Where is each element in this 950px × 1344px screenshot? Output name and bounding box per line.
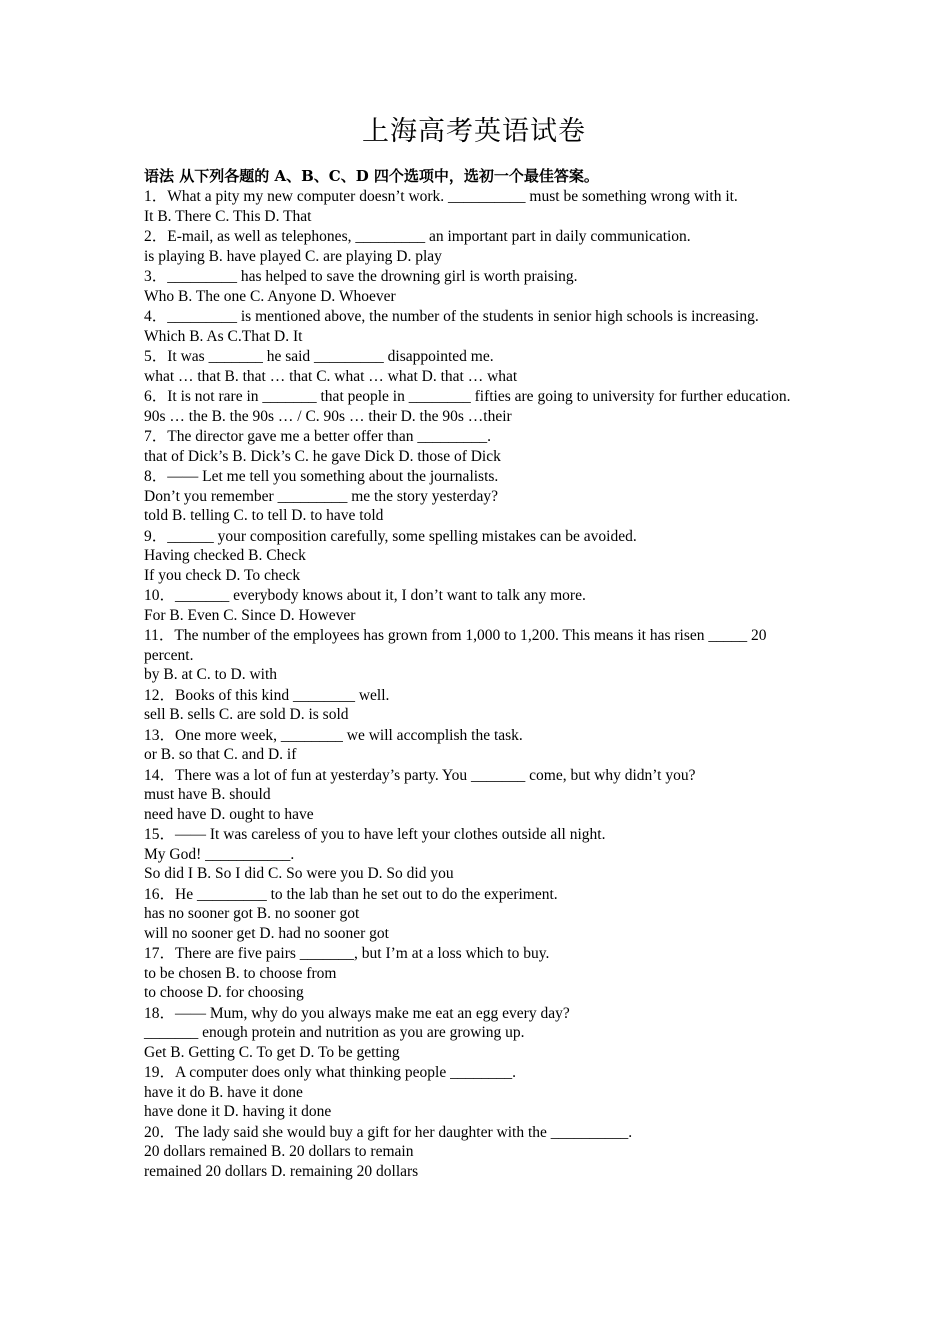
question-item bbox=[144, 1063, 804, 1122]
question-stem: 9．______ your composition carefully, some spelling mistakes can be avoided. bbox=[144, 527, 637, 545]
question-item bbox=[144, 227, 804, 266]
question-options: 20 dollars remained B. 20 dollars to remain bbox=[144, 1143, 414, 1160]
question-stem: 15．—— It was careless of you to have left your clothes outside all night. bbox=[144, 826, 606, 843]
question-stem: 6．It is not rare in _______ that people in ________ fifties are going to university for further education. bbox=[144, 388, 791, 405]
question-item bbox=[144, 347, 804, 386]
question-item bbox=[144, 626, 804, 685]
question-options: that of Dick’s B. Dick’s C. he gave Dick D. those of Dick bbox=[144, 447, 501, 465]
question-options: by B. at C. to D. with bbox=[144, 666, 278, 683]
question-options: need have D. ought to have bbox=[144, 805, 314, 823]
question-options: My God! ___________. bbox=[144, 845, 295, 863]
question-stem: 5．It was _______ he said _________ disappointed me. bbox=[144, 348, 494, 365]
question-stem: 16．He _________ to the lab than he set out to do the experiment. bbox=[144, 885, 558, 903]
question-stem: 20．The lady said she would buy a gift for her daughter with the __________. bbox=[144, 1123, 633, 1141]
question-stem: 11．The number of the employees has grown from 1,000 to 1,200. This means it has risen _____ 20 percent. bbox=[144, 627, 771, 664]
question-options: Get B. Getting C. To get D. To be getting bbox=[144, 1043, 400, 1061]
question-stem: 3．_________ has helped to save the drowning girl is worth praising. bbox=[144, 268, 578, 285]
question-options: So did I B. So I did C. So were you D. So did you bbox=[144, 865, 454, 882]
question-options: to choose D. for choosing bbox=[144, 984, 304, 1001]
question-options: is playing B. have played C. are playing D. play bbox=[144, 247, 442, 265]
question-stem: 12．Books of this kind ________ well. bbox=[144, 686, 390, 704]
question-stem: 13．One more week, ________ we will accomplish the task. bbox=[144, 726, 523, 744]
question-item bbox=[144, 1123, 804, 1182]
question-item bbox=[144, 686, 804, 725]
question-options: For B. Even C. Since D. However bbox=[144, 606, 356, 624]
question-options: must have B. should bbox=[144, 786, 271, 803]
question-stem: 18．—— Mum, why do you always make me eat an egg every day? bbox=[144, 1004, 570, 1022]
question-options: have it do B. have it done bbox=[144, 1083, 303, 1101]
question-item bbox=[144, 586, 804, 625]
question-options: Which B. As C.That D. It bbox=[144, 327, 303, 345]
question-options: told B. telling C. to tell D. to have told bbox=[144, 507, 384, 524]
question-options: or B. so that C. and D. if bbox=[144, 746, 297, 763]
question-options: Don’t you remember _________ me the story yesterday? bbox=[144, 487, 498, 505]
question-stem: 14．There was a lot of fun at yesterday’s party. You _______ come, but why didn’t you? bbox=[144, 766, 696, 784]
question-item bbox=[144, 825, 804, 884]
question-options: Having checked B. Check bbox=[144, 547, 306, 564]
question-item bbox=[144, 1004, 804, 1063]
question-item bbox=[144, 885, 804, 944]
question-options: what … that B. that … that C. what … what D. that … what bbox=[144, 367, 518, 385]
question-stem: 7．The director gave me a better offer than _________. bbox=[144, 428, 492, 445]
question-stem: 4．_________ is mentioned above, the number of the students in senior high schools is increasing. bbox=[144, 308, 759, 325]
question-stem: 2．E-mail, as well as telephones, _________ an important part in daily communication. bbox=[144, 228, 691, 245]
question-item bbox=[144, 726, 804, 765]
question-options: remained 20 dollars D. remaining 20 dollars bbox=[144, 1162, 419, 1180]
question-list bbox=[144, 187, 804, 1181]
question-item bbox=[144, 944, 804, 1003]
question-options: It B. There C. This D. That bbox=[144, 207, 312, 225]
question-options: sell B. sells C. are sold D. is sold bbox=[144, 706, 349, 723]
section-instruction: 语法 从下列各题的 A、B、C、D 四个选项中，选初一个最佳答案。 bbox=[144, 167, 599, 185]
question-item bbox=[144, 766, 804, 825]
question-item bbox=[144, 427, 804, 466]
question-options: have done it D. having it done bbox=[144, 1103, 332, 1120]
question-options: will no sooner get D. had no sooner got bbox=[144, 924, 389, 942]
question-stem: 10．_______ everybody knows about it, I don’t want to talk any more. bbox=[144, 587, 586, 604]
question-item bbox=[144, 387, 804, 426]
question-item bbox=[144, 307, 804, 346]
question-item bbox=[144, 467, 804, 526]
question-options: to be chosen B. to choose from bbox=[144, 964, 337, 982]
question-stem: 1．What a pity my new computer doesn’t work. __________ must be something wrong with it. bbox=[144, 188, 738, 205]
question-stem: 17．There are five pairs _______, but I’m at a loss which to buy. bbox=[144, 945, 550, 962]
question-item bbox=[144, 267, 804, 306]
page-title: 上海高考英语试卷 bbox=[362, 116, 586, 147]
question-options: Who B. The one C. Anyone D. Whoever bbox=[144, 287, 396, 305]
question-stem: 8．—— Let me tell you something about the journalists. bbox=[144, 468, 499, 485]
question-options: has no sooner got B. no sooner got bbox=[144, 905, 360, 922]
question-options: _______ enough protein and nutrition as you are growing up. bbox=[144, 1024, 525, 1041]
question-options: If you check D. To check bbox=[144, 566, 301, 584]
question-stem: 19．A computer does only what thinking people ________. bbox=[144, 1064, 516, 1081]
document-page bbox=[144, 112, 804, 1182]
question-item bbox=[144, 527, 804, 586]
question-item bbox=[144, 187, 804, 226]
question-options: 90s … the B. the 90s … / C. 90s … their D. the 90s …their bbox=[144, 407, 512, 425]
